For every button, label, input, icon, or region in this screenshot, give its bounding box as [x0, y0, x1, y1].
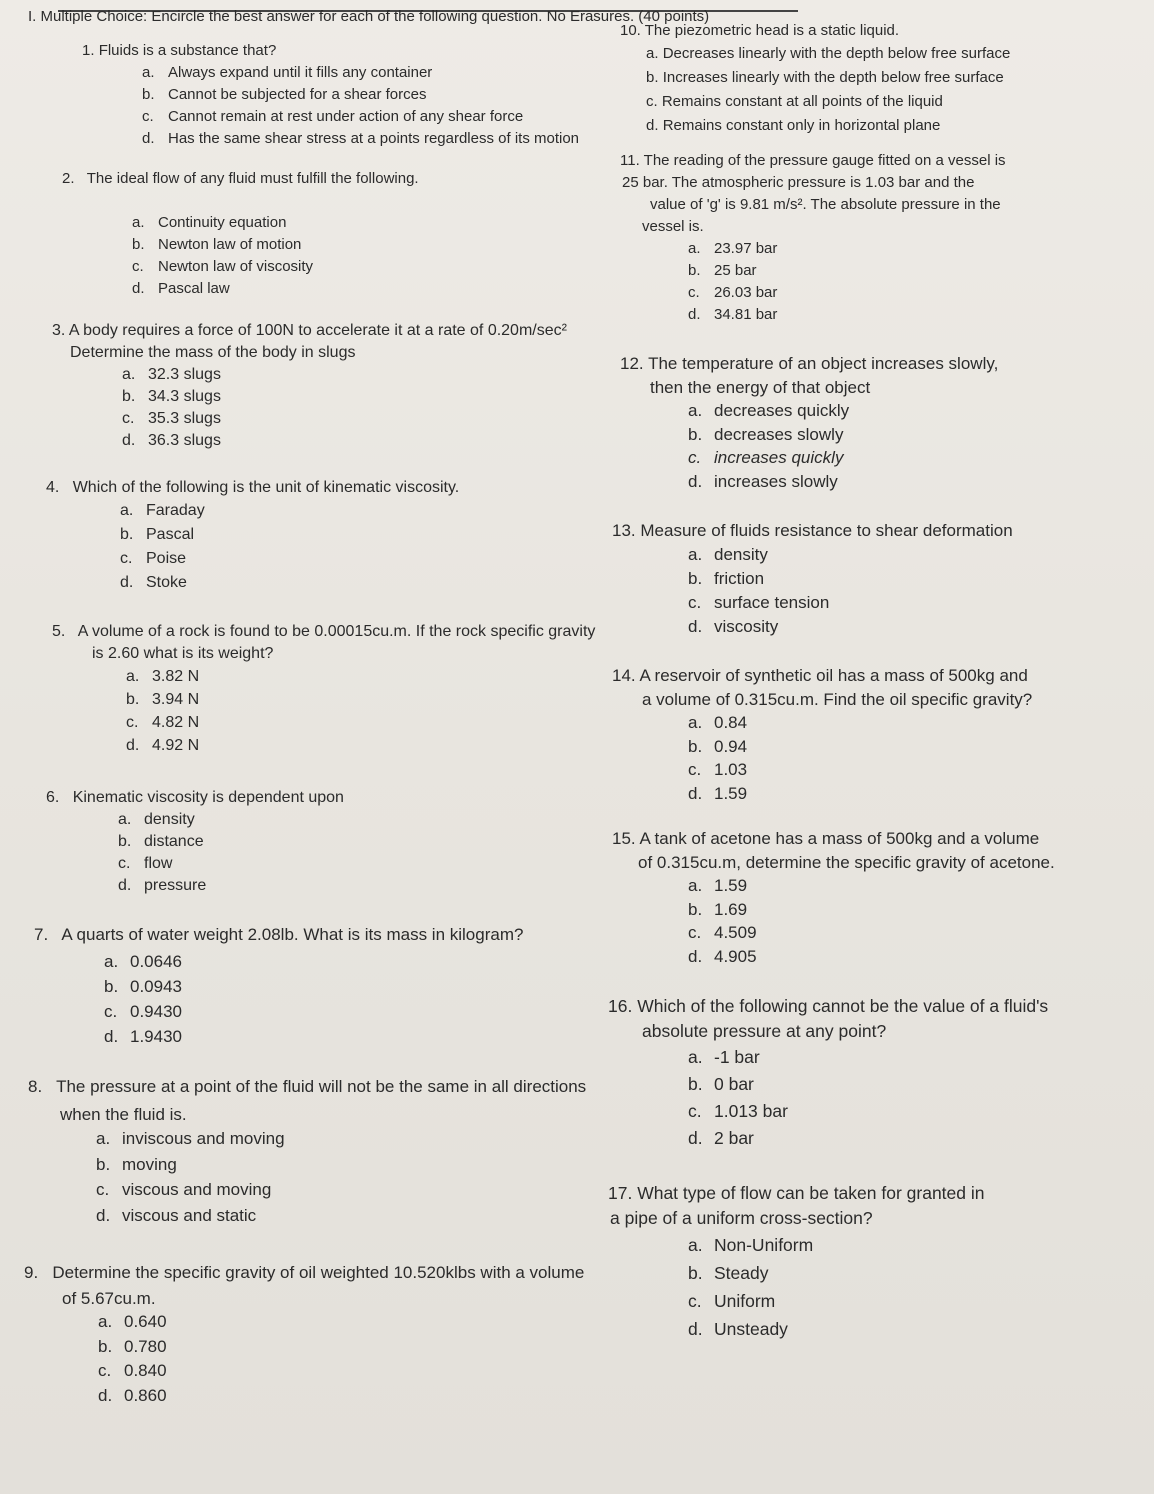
option-5d[interactable]: d. 4.92 N — [126, 737, 200, 754]
option-12a[interactable]: a. decreases quickly — [688, 401, 850, 420]
question-13: 13. Measure of fluids resistance to shear deformation a. density b. friction c. surface tension d. viscosity — [612, 519, 1013, 639]
option-15c[interactable]: c. 4.509 — [688, 923, 757, 942]
option-12d[interactable]: d. increases slowly — [688, 471, 838, 491]
option-13d[interactable]: d. viscosity — [688, 616, 779, 636]
option-13a[interactable]: a. density — [688, 544, 768, 564]
option-8c[interactable]: c. viscous and moving — [96, 1180, 272, 1199]
option-14d[interactable]: d. 1.59 — [688, 783, 748, 803]
option-3c[interactable]: c. 35.3 slugs — [122, 410, 221, 427]
option-4c[interactable]: c. Poise — [120, 550, 187, 567]
question-8: 8. The pressure at a point of the fluid will not be the same in all directions when the fluid is. a. inviscous and moving b. moving c. viscous and moving d. viscous and static — [28, 1075, 586, 1228]
option-8b[interactable]: b. moving — [96, 1154, 177, 1174]
question-12: 12. The temperature of an object increases slowly, then the energy of that object a. decreases quickly b. decreases slowly c. increases quickly d. increases slowly — [620, 352, 998, 493]
option-3a[interactable]: a. 32.3 slugs — [122, 366, 221, 383]
option-15a[interactable]: a. 1.59 — [688, 876, 748, 895]
option-6d[interactable]: d. pressure — [118, 877, 207, 894]
option-7d[interactable]: d. 1.9430 — [104, 1026, 182, 1046]
question-3: 3. A body requires a force of 100N to accelerate it at a rate of 0.20m/sec² Determine the mass of the body in slugs a. 32.3 slugs b. 34.3 slugs c. 35.3 slugs d. 36.3 slugs — [52, 320, 567, 452]
option-11d[interactable]: d. 34.81 bar — [688, 306, 778, 323]
question-10: 10. The piezometric head is a static liquid. a. Decreases linearly with the depth below free surface b. Increases linearly with the depth below free surface c. Remains constant at all points of the liquid d. Remains constant only in horizontal plane — [620, 20, 1010, 138]
option-2d[interactable]: d. Pascal law — [132, 280, 230, 297]
option-12b[interactable]: b. decreases slowly — [688, 424, 844, 444]
option-6b[interactable]: b. distance — [118, 833, 204, 850]
option-5b[interactable]: b. 3.94 N — [126, 691, 200, 708]
option-12c[interactable]: c. increases quickly — [688, 448, 844, 467]
option-16a[interactable]: a. -1 bar — [688, 1047, 760, 1067]
option-3d[interactable]: d. 36.3 slugs — [122, 432, 221, 449]
option-10c[interactable]: c. Remains constant at all points of the liquid — [646, 93, 943, 110]
option-6a[interactable]: a. density — [118, 811, 195, 828]
option-16c[interactable]: c. 1.013 bar — [688, 1101, 788, 1121]
question-17: 17. What type of flow can be taken for granted in a pipe of a uniform cross-section? a. Non-Uniform b. Steady c. Uniform d. Unsteady — [608, 1181, 985, 1343]
option-14c[interactable]: c. 1.03 — [688, 760, 748, 779]
option-5a[interactable]: a. 3.82 N — [126, 668, 200, 685]
option-14b[interactable]: b. 0.94 — [688, 736, 748, 756]
question-7: 7. A quarts of water weight 2.08lb. What is its mass in kilogram? a. 0.0646 b. 0.0943 c. 0.9430 d. 1.9430 — [34, 923, 523, 1049]
option-11c[interactable]: c. 26.03 bar — [688, 284, 778, 301]
option-2a[interactable]: a. Continuity equation — [132, 214, 287, 231]
option-8d[interactable]: d. viscous and static — [96, 1205, 257, 1225]
option-10b[interactable]: b. Increases linearly with the depth below free surface — [646, 69, 1004, 86]
question-16: 16. Which of the following cannot be the value of a fluid's absolute pressure at any point? a. -1 bar b. 0 bar c. 1.013 bar d. 2 bar — [608, 994, 1048, 1152]
option-9b[interactable]: b. 0.780 — [98, 1336, 167, 1356]
question-11: 11. The reading of the pressure gauge fitted on a vessel is 25 bar. The atmospheric pressure is 1.03 bar and the value of 'g' is 9.81 m/s². The absolute pressure in the vessel is. a. 23.97 bar b. 25 bar c. 26.03 bar d. 34.81 bar — [620, 150, 1006, 326]
option-5c[interactable]: c. 4.82 N — [126, 714, 200, 731]
option-17b[interactable]: b. Steady — [688, 1263, 769, 1283]
option-10a[interactable]: a. Decreases linearly with the depth below free surface — [646, 45, 1011, 62]
option-9a[interactable]: a. 0.640 — [98, 1312, 167, 1331]
question-9: 9. Determine the specific gravity of oil weighted 10.520klbs with a volume of 5.67cu.m. a. 0.640 b. 0.780 c. 0.840 d. 0.860 — [24, 1261, 584, 1408]
option-4d[interactable]: d. Stoke — [120, 574, 187, 591]
option-1b[interactable]: b. Cannot be subjected for a shear forces — [142, 86, 427, 103]
option-16b[interactable]: b. 0 bar — [688, 1074, 754, 1094]
option-17c[interactable]: c. Uniform — [688, 1291, 776, 1311]
option-6c[interactable]: c. flow — [118, 855, 173, 872]
option-16d[interactable]: d. 2 bar — [688, 1128, 754, 1148]
question-2: 2. The ideal flow of any fluid must fulfill the following. a. Continuity equation b. Newton law of motion c. Newton law of viscosity d. Pascal law — [62, 168, 419, 300]
question-1: 1. Fluids is a substance that? a. Always expand until it fills any container b. Cannot be subjected for a shear forces c. Cannot remain at rest under action of any shear force d. Has the same shear stress at a points regardless of its motion — [62, 40, 579, 150]
question-4: 4. Which of the following is the unit of kinematic viscosity. a. Faraday b. Pascal c. Poise d. Stoke — [46, 477, 459, 595]
question-6: 6. Kinematic viscosity is dependent upon a. density b. distance c. flow d. pressure — [46, 787, 344, 897]
option-9c[interactable]: c. 0.840 — [98, 1361, 167, 1380]
option-1d[interactable]: d. Has the same shear stress at a points regardless of its motion — [142, 130, 580, 147]
option-11a[interactable]: a. 23.97 bar — [688, 240, 778, 257]
question-14: 14. A reservoir of synthetic oil has a mass of 500kg and a volume of 0.315cu.m. Find the oil specific gravity? a. 0.84 b. 0.94 c. 1.03 d. 1.59 — [612, 664, 1032, 805]
option-7a[interactable]: a. 0.0646 — [104, 951, 182, 971]
option-2c[interactable]: c. Newton law of viscosity — [132, 258, 314, 275]
option-11b[interactable]: b. 25 bar — [688, 262, 757, 279]
option-13c[interactable]: c. surface tension — [688, 592, 830, 612]
option-14a[interactable]: a. 0.84 — [688, 713, 748, 732]
option-4a[interactable]: a. Faraday — [120, 502, 205, 519]
option-17d[interactable]: d. Unsteady — [688, 1319, 788, 1339]
section-header: I. Multiple Choice: Encircle the best answer for each of the following question. No Erasures. (40 points) — [28, 8, 710, 25]
option-3b[interactable]: b. 34.3 slugs — [122, 388, 221, 405]
option-15b[interactable]: b. 1.69 — [688, 899, 748, 919]
option-1a[interactable]: a. Always expand until it fills any container — [142, 64, 433, 81]
option-15d[interactable]: d. 4.905 — [688, 946, 757, 966]
option-4b[interactable]: b. Pascal — [120, 526, 195, 543]
question-5: 5. A volume of a rock is found to be 0.00015cu.m. If the rock specific gravity is 2.60 what is its weight? a. 3.82 N b. 3.94 N c. 4.82 N d. 4.92 N — [52, 621, 595, 757]
option-8a[interactable]: a. inviscous and moving — [96, 1129, 285, 1148]
option-1c[interactable]: c. Cannot remain at rest under action of any shear force — [142, 108, 524, 125]
option-7b[interactable]: b. 0.0943 — [104, 976, 182, 996]
option-9d[interactable]: d. 0.860 — [98, 1385, 167, 1405]
option-10d[interactable]: d. Remains constant only in horizontal plane — [646, 117, 941, 134]
option-17a[interactable]: a. Non-Uniform — [688, 1235, 814, 1255]
option-2b[interactable]: b. Newton law of motion — [132, 236, 302, 253]
question-15: 15. A tank of acetone has a mass of 500kg and a volume of 0.315cu.m, determine the specific gravity of acetone. a. 1.59 b. 1.69 c. 4.509 d. 4.905 — [612, 827, 1055, 968]
option-13b[interactable]: b. friction — [688, 568, 765, 588]
option-7c[interactable]: c. 0.9430 — [104, 1001, 182, 1021]
